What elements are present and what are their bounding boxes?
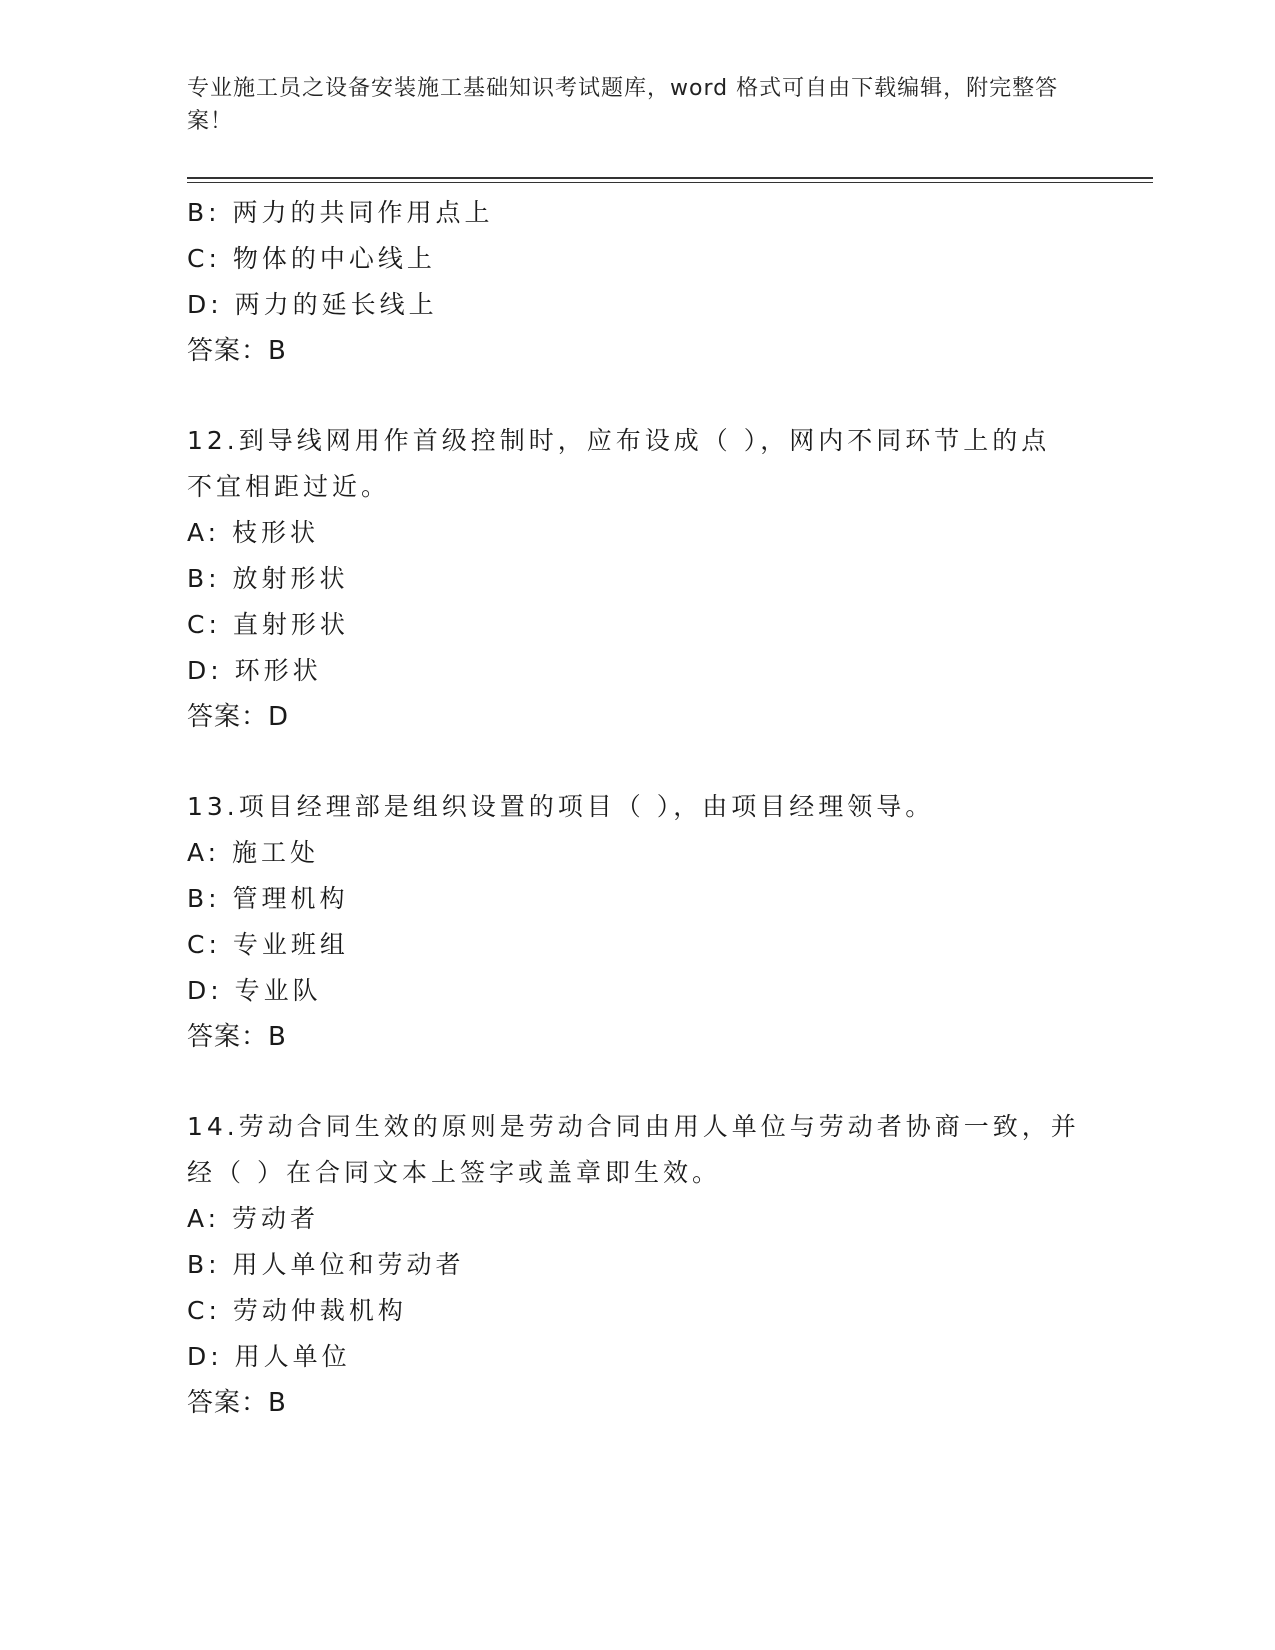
option-b: B: 放射形状 xyxy=(187,564,349,593)
answer-line: 答案：B xyxy=(187,1022,287,1052)
header-divider-top xyxy=(187,177,1153,179)
question-stem: 14.劳动合同生效的原则是劳动合同由用人单位与劳动者协商一致，并 xyxy=(187,1112,1080,1141)
document-header: 专业施工员之设备安装施工基础知识考试题库，word 格式可自由下载编辑，附完整答案！ xyxy=(187,76,1059,134)
option-d: D: 专业队 xyxy=(187,976,322,1005)
question-stem: 13.项目经理部是组织设置的项目（ ），由项目经理领导。 xyxy=(187,792,935,821)
option-d: D: 环形状 xyxy=(187,656,322,685)
question-stem-continued: 经（ ）在合同文本上签字或盖章即生效。 xyxy=(187,1158,721,1187)
option-b: B: 两力的共同作用点上 xyxy=(187,198,494,227)
option-b: B: 管理机构 xyxy=(187,884,349,913)
answer-line: 答案：B xyxy=(187,1388,287,1418)
question-12 xyxy=(187,418,1087,740)
option-d: D: 用人单位 xyxy=(187,1342,351,1371)
option-a: A: 施工处 xyxy=(187,838,320,867)
answer-line: 答案：D xyxy=(187,702,290,732)
question-content xyxy=(187,190,1087,1426)
option-a: A: 枝形状 xyxy=(187,518,320,547)
question-14 xyxy=(187,1104,1087,1426)
question-stem-continued: 不宜相距过近。 xyxy=(187,472,391,501)
header-divider-bottom xyxy=(187,182,1153,183)
prev-question-block xyxy=(187,190,1087,374)
option-d: D: 两力的延长线上 xyxy=(187,290,438,319)
option-a: A: 劳动者 xyxy=(187,1204,320,1233)
question-stem: 12.到导线网用作首级控制时，应布设成（ ），网内不同环节上的点 xyxy=(187,426,1051,455)
option-c: C: 劳动仲裁机构 xyxy=(187,1296,407,1325)
option-b: B: 用人单位和劳动者 xyxy=(187,1250,465,1279)
option-c: C: 物体的中心线上 xyxy=(187,244,436,273)
option-c: C: 直射形状 xyxy=(187,610,349,639)
question-13 xyxy=(187,784,1087,1060)
option-c: C: 专业班组 xyxy=(187,930,349,959)
answer-line: 答案：B xyxy=(187,336,287,366)
